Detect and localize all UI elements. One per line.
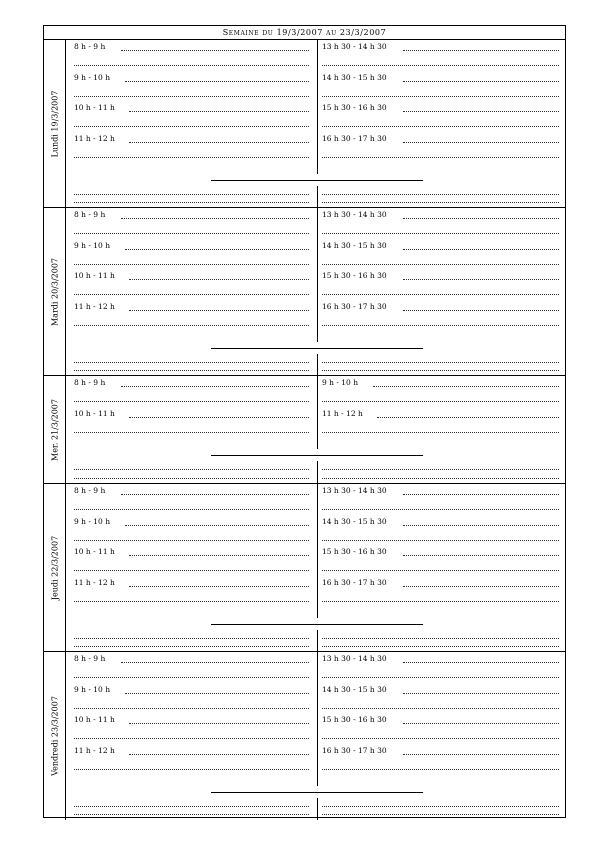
writing-line[interactable] <box>74 264 309 265</box>
writing-line[interactable] <box>322 509 559 510</box>
time-slot-label: 13 h 30 - 14 h 30 <box>322 654 387 663</box>
writing-line[interactable] <box>74 540 309 541</box>
writing-line[interactable] <box>74 157 309 158</box>
day-label: Mardi 20/3/2007 <box>50 257 59 326</box>
writing-line[interactable] <box>74 601 309 602</box>
writing-line[interactable] <box>322 646 559 647</box>
column-divider <box>317 208 318 342</box>
writing-line[interactable] <box>74 65 309 66</box>
time-slot-label: 8 h - 9 h <box>74 486 106 495</box>
time-slot-label: 13 h 30 - 14 h 30 <box>322 486 387 495</box>
writing-line[interactable] <box>403 218 559 219</box>
notes-divider <box>317 630 318 652</box>
writing-line[interactable] <box>74 769 309 770</box>
time-slot-label: 15 h 30 - 16 h 30 <box>322 715 387 724</box>
day-section <box>44 376 565 484</box>
writing-line[interactable] <box>74 677 309 678</box>
writing-line[interactable] <box>403 81 559 82</box>
column-divider <box>317 484 318 618</box>
writing-line[interactable] <box>322 814 559 815</box>
writing-line[interactable] <box>322 157 559 158</box>
notes-separator <box>211 792 423 793</box>
time-slot-label: 9 h - 10 h <box>74 240 111 250</box>
day-label: Mer. 21/3/2007 <box>50 398 59 461</box>
writing-line[interactable] <box>403 723 559 724</box>
writing-line[interactable] <box>74 806 309 807</box>
writing-line[interactable] <box>377 417 559 418</box>
time-slot-label: 10 h - 11 h <box>74 271 115 280</box>
writing-line[interactable] <box>129 417 309 418</box>
day-section <box>44 652 565 820</box>
day-section <box>44 484 565 652</box>
writing-line[interactable] <box>74 646 309 647</box>
time-slot-label: 10 h - 11 h <box>74 103 115 112</box>
writing-line[interactable] <box>74 570 309 571</box>
writing-line[interactable] <box>403 754 559 755</box>
writing-line[interactable] <box>322 294 559 295</box>
writing-line[interactable] <box>129 754 309 755</box>
writing-line[interactable] <box>74 202 309 203</box>
day-label-cell <box>44 208 66 375</box>
time-slot-label: 14 h 30 - 15 h 30 <box>322 516 387 526</box>
writing-line[interactable] <box>74 638 309 639</box>
writing-line[interactable] <box>74 294 309 295</box>
time-slot-label: 8 h - 9 h <box>74 42 106 51</box>
time-slot-label: 8 h - 9 h <box>74 210 106 219</box>
writing-line[interactable] <box>322 65 559 66</box>
time-slot-label: 10 h - 11 h <box>74 547 115 556</box>
days-container <box>44 40 565 820</box>
writing-line[interactable] <box>322 806 559 807</box>
writing-line[interactable] <box>322 401 559 402</box>
time-slot-label: 10 h - 11 h <box>74 408 115 418</box>
writing-line[interactable] <box>322 202 559 203</box>
writing-line[interactable] <box>322 708 559 709</box>
writing-line[interactable] <box>403 662 559 663</box>
writing-line[interactable] <box>129 279 309 280</box>
writing-line[interactable] <box>74 325 309 326</box>
time-slot-label: 11 h - 12 h <box>74 133 115 143</box>
notes-separator <box>211 455 423 456</box>
time-slot-label: 13 h 30 - 14 h 30 <box>322 42 387 51</box>
writing-line[interactable] <box>125 525 309 526</box>
writing-line[interactable] <box>403 525 559 526</box>
writing-line[interactable] <box>129 723 309 724</box>
day-label-cell <box>44 652 66 820</box>
writing-line[interactable] <box>74 708 309 709</box>
writing-line[interactable] <box>322 362 559 363</box>
time-slot-label: 16 h 30 - 17 h 30 <box>322 301 387 311</box>
column-divider <box>317 376 318 449</box>
writing-line[interactable] <box>121 218 309 219</box>
week-header: Semaine du 19/3/2007 au 23/3/2007 <box>44 26 565 40</box>
time-slot-label: 16 h 30 - 17 h 30 <box>322 133 387 143</box>
writing-line[interactable] <box>74 738 309 739</box>
writing-line[interactable] <box>373 386 559 387</box>
writing-line[interactable] <box>125 81 309 82</box>
time-slot-label: 14 h 30 - 15 h 30 <box>322 72 387 82</box>
day-label-cell <box>44 376 66 483</box>
writing-line[interactable] <box>403 555 559 556</box>
writing-line[interactable] <box>74 194 309 195</box>
writing-line[interactable] <box>121 662 309 663</box>
notes-divider <box>317 798 318 820</box>
writing-line[interactable] <box>129 555 309 556</box>
writing-line[interactable] <box>125 693 309 694</box>
writing-line[interactable] <box>74 432 309 433</box>
writing-line[interactable] <box>403 693 559 694</box>
time-slot-label: 11 h - 12 h <box>74 745 115 755</box>
writing-line[interactable] <box>74 478 309 479</box>
day-label: Jeudi 22/3/2007 <box>50 535 59 600</box>
writing-line[interactable] <box>403 249 559 250</box>
writing-line[interactable] <box>74 814 309 815</box>
time-slot-label: 14 h 30 - 15 h 30 <box>322 684 387 694</box>
writing-line[interactable] <box>322 370 559 371</box>
writing-line[interactable] <box>403 279 559 280</box>
writing-line[interactable] <box>74 509 309 510</box>
notes-divider <box>317 354 318 376</box>
writing-line[interactable] <box>322 738 559 739</box>
time-slot-label: 9 h - 10 h <box>74 516 111 526</box>
writing-line[interactable] <box>74 370 309 371</box>
writing-line[interactable] <box>403 111 559 112</box>
time-slot-label: 11 h - 12 h <box>322 408 363 418</box>
writing-line[interactable] <box>74 401 309 402</box>
time-slot-label: 15 h 30 - 16 h 30 <box>322 271 387 280</box>
writing-line[interactable] <box>322 325 559 326</box>
time-slot-label: 13 h 30 - 14 h 30 <box>322 210 387 219</box>
writing-line[interactable] <box>322 96 559 97</box>
writing-line[interactable] <box>322 264 559 265</box>
writing-line[interactable] <box>121 50 309 51</box>
writing-line[interactable] <box>403 50 559 51</box>
time-slot-label: 9 h - 10 h <box>322 378 359 387</box>
writing-line[interactable] <box>403 586 559 587</box>
notes-divider <box>317 461 318 484</box>
writing-line[interactable] <box>403 142 559 143</box>
writing-line[interactable] <box>403 494 559 495</box>
time-slot-label: 11 h - 12 h <box>74 577 115 587</box>
time-slot-label: 14 h 30 - 15 h 30 <box>322 240 387 250</box>
writing-line[interactable] <box>322 769 559 770</box>
day-label-cell <box>44 40 66 207</box>
writing-line[interactable] <box>403 310 559 311</box>
time-slot-label: 15 h 30 - 16 h 30 <box>322 103 387 112</box>
writing-line[interactable] <box>322 469 559 470</box>
time-slot-label: 9 h - 10 h <box>74 684 111 694</box>
day-label: Lundi 19/3/2007 <box>50 90 59 157</box>
day-section <box>44 208 565 376</box>
writing-line[interactable] <box>322 570 559 571</box>
writing-line[interactable] <box>322 540 559 541</box>
day-section <box>44 40 565 208</box>
notes-separator <box>211 624 423 625</box>
writing-line[interactable] <box>125 249 309 250</box>
writing-line[interactable] <box>129 142 309 143</box>
time-slot-label: 9 h - 10 h <box>74 72 111 82</box>
notes-separator <box>211 180 423 181</box>
writing-line[interactable] <box>322 126 559 127</box>
writing-line[interactable] <box>322 677 559 678</box>
writing-line[interactable] <box>74 362 309 363</box>
time-slot-label: 16 h 30 - 17 h 30 <box>322 577 387 587</box>
writing-line[interactable] <box>322 478 559 479</box>
time-slot-label: 15 h 30 - 16 h 30 <box>322 547 387 556</box>
writing-line[interactable] <box>74 96 309 97</box>
writing-line[interactable] <box>74 233 309 234</box>
writing-line[interactable] <box>74 126 309 127</box>
time-slot-label: 16 h 30 - 17 h 30 <box>322 745 387 755</box>
writing-line[interactable] <box>121 494 309 495</box>
day-label: Vendredi 23/3/2007 <box>50 696 59 776</box>
weekly-schedule-frame <box>43 25 566 818</box>
writing-line[interactable] <box>129 310 309 311</box>
time-slot-label: 10 h - 11 h <box>74 715 115 724</box>
column-divider <box>317 40 318 174</box>
time-slot-label: 8 h - 9 h <box>74 378 106 387</box>
writing-line[interactable] <box>129 111 309 112</box>
writing-line[interactable] <box>74 469 309 470</box>
writing-line[interactable] <box>322 638 559 639</box>
column-divider <box>317 652 318 786</box>
writing-line[interactable] <box>322 233 559 234</box>
notes-separator <box>211 348 423 349</box>
time-slot-label: 11 h - 12 h <box>74 301 115 311</box>
writing-line[interactable] <box>322 432 559 433</box>
writing-line[interactable] <box>322 194 559 195</box>
writing-line[interactable] <box>121 386 309 387</box>
writing-line[interactable] <box>129 586 309 587</box>
day-label-cell <box>44 484 66 651</box>
time-slot-label: 8 h - 9 h <box>74 654 106 663</box>
writing-line[interactable] <box>322 601 559 602</box>
notes-divider <box>317 186 318 208</box>
